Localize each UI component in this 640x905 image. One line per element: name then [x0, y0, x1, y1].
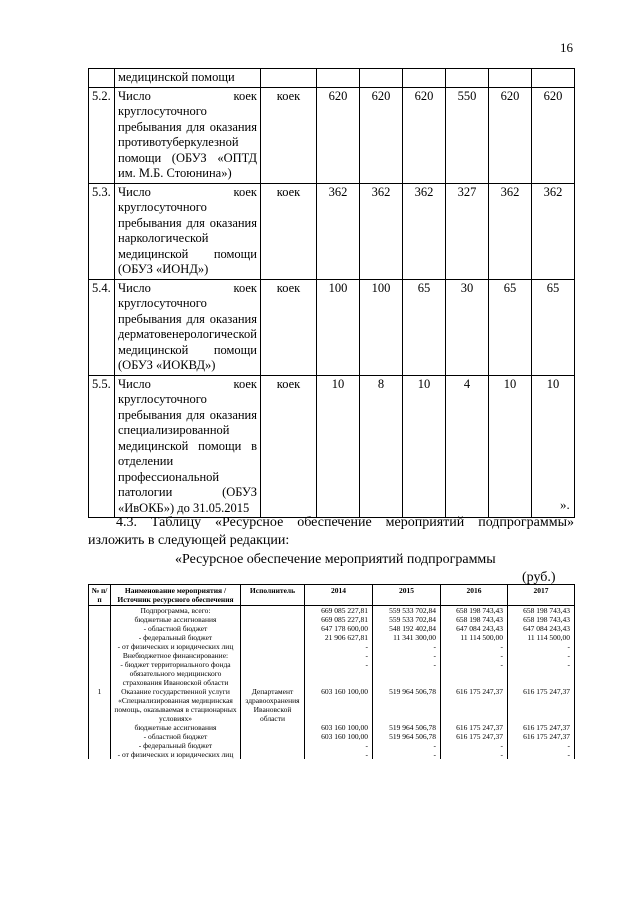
row-amount: 559 533 702,84 — [373, 615, 441, 624]
row-amount: - — [508, 660, 575, 687]
column-header: № п/п — [89, 585, 111, 606]
row-amount: - — [441, 741, 508, 750]
row-value: 327 — [446, 183, 489, 279]
row-value: 620 — [489, 87, 532, 183]
column-header: Наименование мероприятия / Источник ресурсного обеспечения — [111, 585, 241, 606]
row-amount: - — [373, 660, 441, 687]
row-unit: коек — [261, 279, 317, 375]
row-amount: 548 192 402,84 — [373, 624, 441, 633]
row-value — [317, 69, 360, 88]
row-value: 362 — [317, 183, 360, 279]
row-amount: 669 085 227,81 — [305, 606, 373, 616]
row-name: Подпрограмма, всего: — [111, 606, 241, 616]
closing-quote: ». — [560, 497, 570, 512]
row-value — [360, 69, 403, 88]
table-row — [89, 624, 575, 633]
column-header: 2014 — [305, 585, 373, 606]
table-row — [89, 651, 575, 660]
row-executor: Департамент здравоохранения Ивановской области — [241, 687, 305, 723]
row-value: 8 — [360, 375, 403, 518]
row-number — [89, 750, 111, 759]
row-value: 65 — [489, 279, 532, 375]
row-amount: - — [305, 651, 373, 660]
row-amount: - — [441, 642, 508, 651]
row-value: 362 — [489, 183, 532, 279]
row-number — [89, 651, 111, 660]
row-amount: - — [508, 651, 575, 660]
row-name: - федеральный бюджет — [111, 633, 241, 642]
page-number: 16 — [560, 40, 573, 55]
table-row — [89, 750, 575, 759]
row-name: Число коек круглосуточного пребывания для оказания наркологической медицинской помощи (ОБУЗ «ИОНД») — [115, 183, 261, 279]
currency-label: (руб.) — [522, 570, 556, 585]
row-amount: 519 964 506,78 — [373, 732, 441, 741]
table-row — [89, 633, 575, 642]
row-amount: 658 198 743,43 — [508, 615, 575, 624]
row-amount: 658 198 743,43 — [441, 606, 508, 616]
row-value: 65 — [532, 279, 575, 375]
row-name: - бюджет территориального фонда обязательного медицинского страхования Ивановской области — [111, 660, 241, 687]
row-name: - областной бюджет — [111, 732, 241, 741]
column-header: 2017 — [508, 585, 575, 606]
row-executor — [241, 633, 305, 642]
row-amount: 658 198 743,43 — [508, 606, 575, 616]
row-number — [89, 660, 111, 687]
row-amount: 616 175 247,37 — [508, 732, 575, 741]
row-amount: 519 964 506,78 — [373, 687, 441, 723]
row-value: 4 — [446, 375, 489, 518]
row-amount: 519 964 506,78 — [373, 723, 441, 732]
row-amount: 647 084 243,43 — [508, 624, 575, 633]
row-amount: 559 533 702,84 — [373, 606, 441, 616]
beds-table — [88, 68, 575, 518]
row-executor — [241, 606, 305, 616]
row-number: 1 — [89, 687, 111, 723]
row-amount: 11 114 500,00 — [441, 633, 508, 642]
row-amount: - — [373, 741, 441, 750]
row-executor — [241, 624, 305, 633]
table-row — [89, 687, 575, 723]
row-value — [489, 69, 532, 88]
row-amount: 616 175 247,37 — [441, 687, 508, 723]
row-number — [89, 624, 111, 633]
row-executor — [241, 723, 305, 732]
row-number — [89, 723, 111, 732]
row-amount: - — [441, 750, 508, 759]
row-value: 10 — [489, 375, 532, 518]
row-amount: - — [373, 642, 441, 651]
row-number: 5.4. — [89, 279, 115, 375]
row-amount: 616 175 247,37 — [508, 723, 575, 732]
row-number: 5.2. — [89, 87, 115, 183]
table-row — [89, 183, 575, 279]
column-header: Исполнитель — [241, 585, 305, 606]
row-number — [89, 732, 111, 741]
row-executor — [241, 615, 305, 624]
row-executor — [241, 732, 305, 741]
row-value: 362 — [360, 183, 403, 279]
row-amount: 603 160 100,00 — [305, 723, 373, 732]
row-value: 620 — [403, 87, 446, 183]
table-row — [89, 723, 575, 732]
row-executor — [241, 651, 305, 660]
row-value: 362 — [532, 183, 575, 279]
row-name: - от физических и юридических лиц — [111, 750, 241, 759]
row-value: 620 — [532, 87, 575, 183]
table-row — [89, 279, 575, 375]
row-value: 10 — [317, 375, 360, 518]
row-name: бюджетные ассигнования — [111, 723, 241, 732]
row-amount: 658 198 743,43 — [441, 615, 508, 624]
row-amount: 11 341 300,00 — [373, 633, 441, 642]
row-amount: - — [305, 642, 373, 651]
row-value: 550 — [446, 87, 489, 183]
row-amount: - — [305, 660, 373, 687]
row-name: Число коек круглосуточного пребывания для оказания дерматовенерологической медицинской помощи (ОБУЗ «ИОКВД») — [115, 279, 261, 375]
table-row — [89, 375, 575, 518]
column-header: 2015 — [373, 585, 441, 606]
row-name: бюджетные ассигнования — [111, 615, 241, 624]
row-value: 100 — [360, 279, 403, 375]
row-amount: 616 175 247,37 — [441, 723, 508, 732]
row-amount: 603 160 100,00 — [305, 687, 373, 723]
row-amount: - — [305, 750, 373, 759]
table-row — [89, 660, 575, 687]
table-row — [89, 741, 575, 750]
row-unit: коек — [261, 183, 317, 279]
row-amount: 647 178 600,00 — [305, 624, 373, 633]
row-amount: - — [305, 741, 373, 750]
row-name: Внебюджетное финансирование: — [111, 651, 241, 660]
row-unit: коек — [261, 375, 317, 518]
resource-table — [88, 584, 575, 759]
table-row — [89, 615, 575, 624]
row-value: 362 — [403, 183, 446, 279]
row-name: медицинской помощи — [115, 69, 261, 88]
row-number — [89, 69, 115, 88]
row-value: 620 — [360, 87, 403, 183]
row-name: Оказание государственной услуги «Специализированная медицинская помощь, оказываемая в стационарных условиях» — [111, 687, 241, 723]
table-row — [89, 87, 575, 183]
row-value — [532, 69, 575, 88]
row-name: - от физических и юридических лиц — [111, 642, 241, 651]
row-unit — [261, 69, 317, 88]
row-amount: - — [508, 642, 575, 651]
row-value: 30 — [446, 279, 489, 375]
row-amount: 669 085 227,81 — [305, 615, 373, 624]
row-number: 5.3. — [89, 183, 115, 279]
row-amount: - — [373, 651, 441, 660]
row-value: 10 — [532, 375, 575, 518]
row-amount: - — [441, 660, 508, 687]
row-executor — [241, 642, 305, 651]
row-number — [89, 615, 111, 624]
row-amount: - — [441, 651, 508, 660]
row-amount: 603 160 100,00 — [305, 732, 373, 741]
row-name: Число коек круглосуточного пребывания для оказания специализированной медицинской помощи в отделении профессиональной патологии (ОБУЗ «ИвОКБ») до 31.05.2015 — [115, 375, 261, 518]
table-row — [89, 69, 575, 88]
row-amount: - — [508, 750, 575, 759]
table-row — [89, 642, 575, 651]
row-executor — [241, 741, 305, 750]
row-number — [89, 642, 111, 651]
row-number: 5.5. — [89, 375, 115, 518]
row-number — [89, 741, 111, 750]
table-row — [89, 606, 575, 616]
table-row — [89, 732, 575, 741]
row-amount: - — [508, 741, 575, 750]
row-unit: коек — [261, 87, 317, 183]
row-value: 100 — [317, 279, 360, 375]
row-value: 620 — [317, 87, 360, 183]
row-value — [446, 69, 489, 88]
row-amount: 616 175 247,37 — [508, 687, 575, 723]
row-amount: - — [373, 750, 441, 759]
row-amount: 11 114 500,00 — [508, 633, 575, 642]
row-name: Число коек круглосуточного пребывания для оказания противотуберкулезной помощи (ОБУЗ «ОПТД им. М.Б. Стоюнина») — [115, 87, 261, 183]
row-value: 65 — [403, 279, 446, 375]
row-number — [89, 606, 111, 616]
table-title: «Ресурсное обеспечение мероприятий подпрограммы — [175, 552, 496, 567]
row-amount: 647 084 243,43 — [441, 624, 508, 633]
column-header: 2016 — [441, 585, 508, 606]
row-amount: 21 906 627,81 — [305, 633, 373, 642]
row-name: - федеральный бюджет — [111, 741, 241, 750]
row-value — [403, 69, 446, 88]
row-number — [89, 633, 111, 642]
instruction-paragraph: 4.3. Таблицу «Ресурсное обеспечение мероприятий подпрограммы» изложить в следующей редакции: — [88, 515, 574, 548]
row-amount: 616 175 247,37 — [441, 732, 508, 741]
row-executor — [241, 660, 305, 687]
row-name: - областной бюджет — [111, 624, 241, 633]
row-value: 10 — [403, 375, 446, 518]
row-executor — [241, 750, 305, 759]
